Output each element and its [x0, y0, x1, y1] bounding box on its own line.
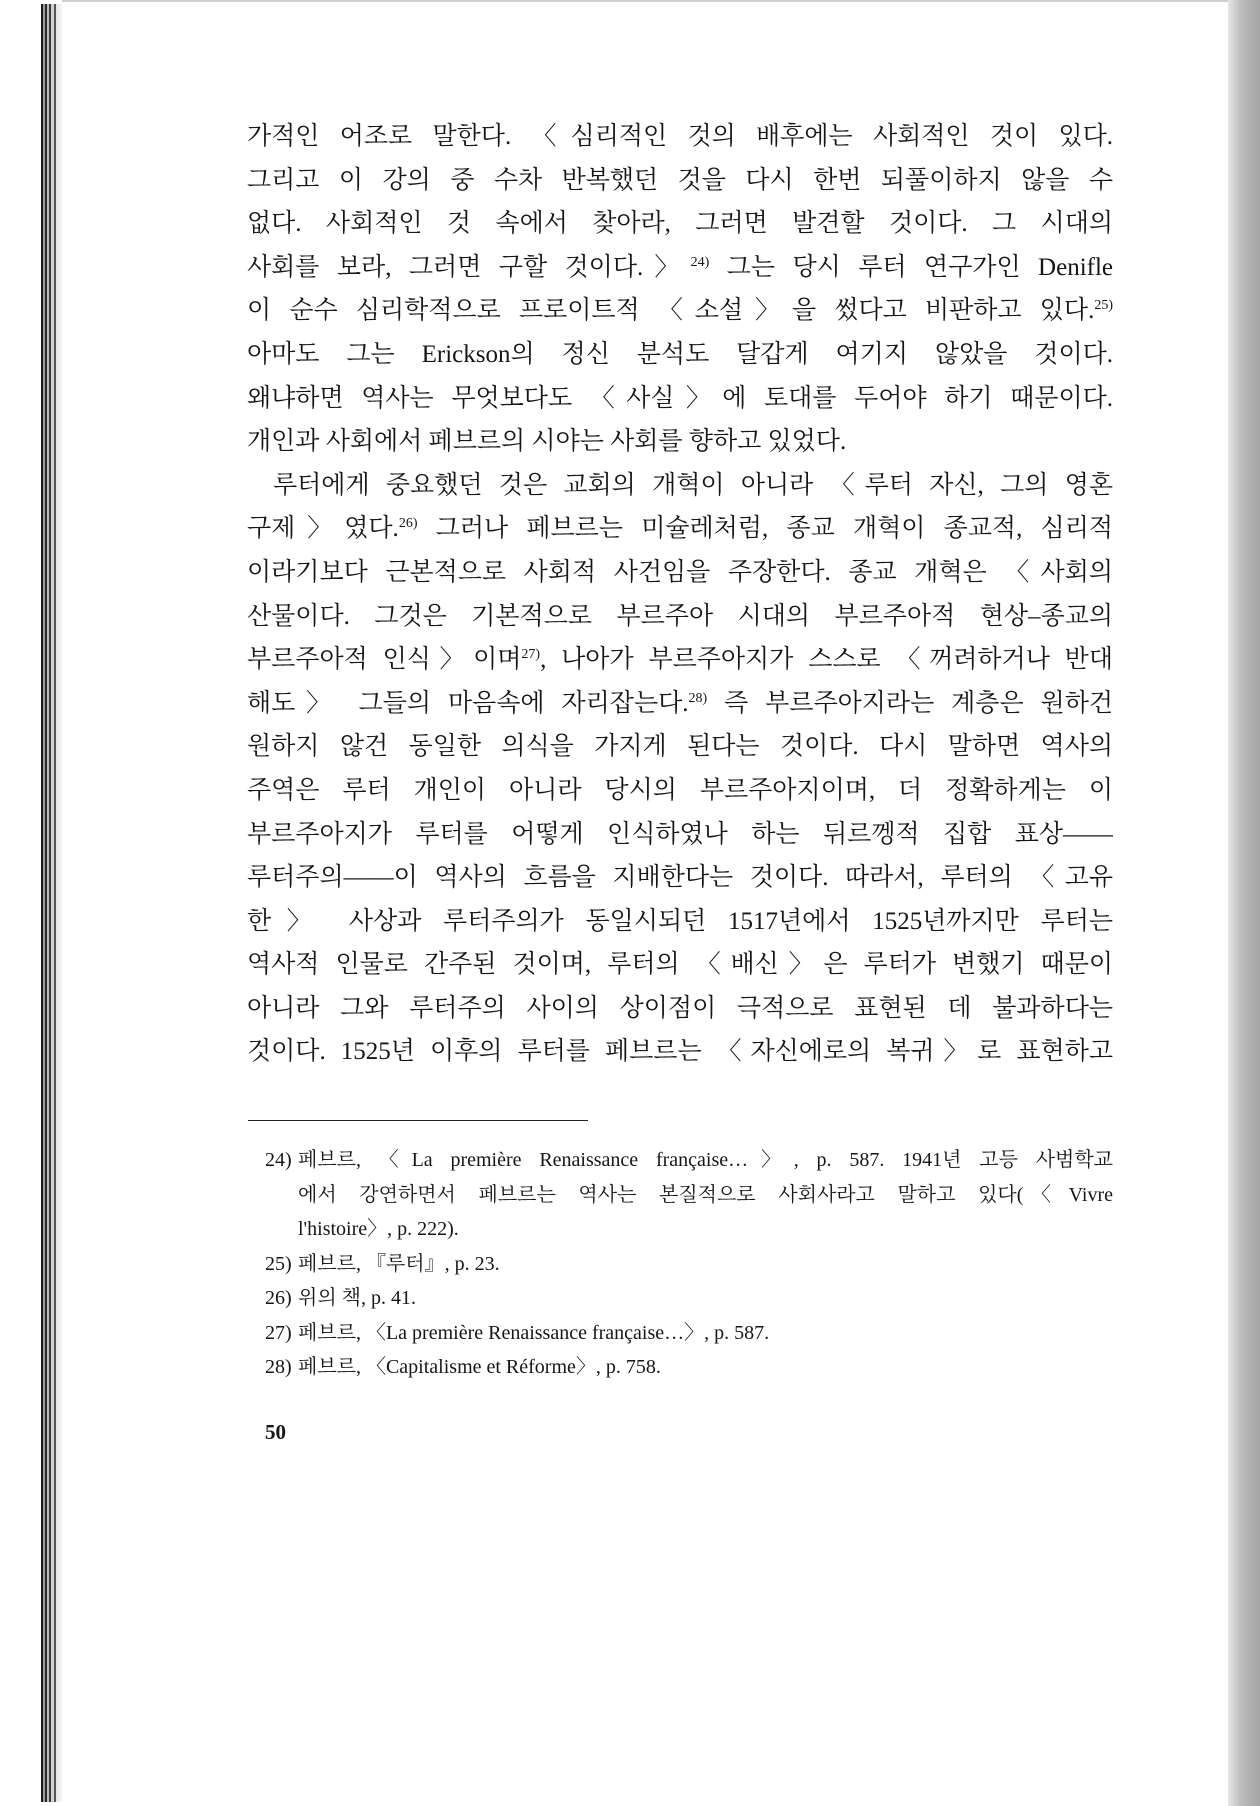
text-line: [247, 246, 1113, 290]
text-line: [247, 813, 1113, 857]
text-line: [247, 900, 1113, 944]
footnote: [265, 1143, 1113, 1247]
text-segment: 주역은 루터 개인이 아니라 당시의 부르주아지이며, 더 정확하게는 이: [247, 776, 1113, 804]
paragraph: [247, 115, 1113, 464]
footnote-line: 페브르, 〈Capitalisme et Réforme〉, p. 758.: [298, 1356, 661, 1378]
text-segment: 가적인 어조로 말한다. 〈심리적인 것의 배후에는 사회적인 것이 있다.: [247, 123, 1113, 150]
text-segment: 산물이다. 그것은 기본적으로 부르주아 시대의 부르주아적 현상–종교의: [247, 602, 1113, 630]
text-line: [247, 987, 1113, 1031]
footnote-body: [298, 1316, 1113, 1351]
text-line: [247, 377, 1113, 421]
text-line: [247, 682, 1113, 726]
page-shadow: [1228, 0, 1260, 1806]
footnotes: [265, 1143, 1113, 1385]
text-line: [247, 943, 1113, 987]
footnote-number: 25): [265, 1252, 292, 1275]
text-line: [247, 638, 1113, 682]
text-segment: 아마도 그는 Erickson의 정신 분석도 달갑게 여기지 않았을 것이다.: [247, 340, 1113, 368]
text-segment: 해도〉 그들의 마음속에 자리잡는다.: [247, 689, 689, 717]
text-line: [247, 420, 1113, 464]
paragraph: [247, 464, 1113, 1074]
text-line: [247, 333, 1113, 377]
text-segment: 이라기보다 근본적으로 사회적 사건임을 주장한다. 종교 개혁은 〈사회의: [247, 558, 1113, 586]
footnote: [265, 1316, 1113, 1351]
text-segment: 부르주아지가 루터를 어떻게 인식하였나 하는 뒤르껭적 집합 표상——: [247, 820, 1113, 848]
footnote-body: [298, 1350, 1113, 1385]
body-text: [247, 115, 1113, 1074]
text-line: [247, 769, 1113, 813]
footnote-number: 24): [265, 1149, 292, 1171]
text-segment: 개인과 사회에서 페브르의 시야는 사회를 향하고 있었다.: [247, 428, 847, 456]
text-segment: 루터주의——이 역사의 흐름을 지배한다는 것이다. 따라서, 루터의 〈고유: [247, 864, 1113, 892]
footnote-line: 페브르, 〈La première Renaissance française…〉, p. 587.: [298, 1321, 770, 1344]
text-segment: 것이다. 1525년 이후의 루터를 페브르는 〈자신에로의 복귀〉로 표현하고: [247, 1038, 1113, 1066]
footnote-body: [298, 1247, 1113, 1282]
text-line: [247, 551, 1113, 595]
text-line: [247, 289, 1113, 333]
text-segment: 원하지 않건 동일한 의식을 가지게 된다는 것이다. 다시 말하면 역사의: [247, 733, 1113, 761]
text-line: [247, 115, 1113, 159]
text-line: [247, 1030, 1113, 1074]
footnote-line: 페브르, 『루터』, p. 23.: [298, 1252, 500, 1275]
text-segment: 없다. 사회적인 것 속에서 찾아라, 그러면 발견할 것이다. 그 시대의: [247, 210, 1113, 238]
text-segment: 사회를 보라, 그러면 구할 것이다.〉: [247, 253, 691, 281]
text-line: [247, 507, 1113, 551]
text-segment: 부르주아적 인식〉이며: [247, 646, 522, 674]
footnote: [265, 1281, 1113, 1316]
text-segment: 그는 당시 루터 연구가인 Denifle: [709, 253, 1113, 281]
text-line: [247, 856, 1113, 900]
text-segment: 이 순수 심리학적으로 프로이트적 〈소설〉을 썼다고 비판하고 있다.: [247, 297, 1095, 325]
footnote: [265, 1350, 1113, 1385]
text-segment: 구제〉였다.: [247, 515, 399, 543]
text-segment: 루터에게 중요했던 것은 교회의 개혁이 아니라 〈루터 자신, 그의 영혼: [273, 471, 1113, 499]
text-segment: 즉 부르주아지라는 계층은 원하건: [707, 689, 1113, 717]
text-segment: 그러나 페브르는 미슐레처럼, 종교 개혁이 종교적, 심리적: [417, 515, 1113, 543]
footnote-reference-marker: 28): [688, 690, 708, 706]
page-edge-stack: [38, 4, 62, 1802]
text-line: [247, 202, 1113, 246]
footnote-reference-marker: 25): [1094, 298, 1113, 314]
text-line: [247, 595, 1113, 639]
text-segment: 그리고 이 강의 중 수차 반복했던 것을 다시 한번 되풀이하지 않을 수: [247, 166, 1113, 194]
footnote-line: 위의 책, p. 41.: [298, 1287, 416, 1309]
text-line: [247, 159, 1113, 203]
footnote-number: 26): [265, 1287, 292, 1309]
text-segment: 아니라 그와 루터주의 사이의 상이점이 극적으로 표현된 데 불과하다는: [247, 994, 1113, 1022]
text-segment: 왜냐하면 역사는 무엇보다도 〈사실〉에 토대를 두어야 하기 때문이다.: [247, 384, 1113, 412]
text-line: [247, 464, 1113, 508]
footnote-separator: [248, 1120, 588, 1121]
footnote-line: l'histoire〉, p. 222).: [298, 1218, 459, 1240]
text-segment: 한〉 사상과 루터주의가 동일시되던 1517년에서 1525년까지만 루터는: [247, 907, 1113, 935]
text-segment: , 나아가 부르주아지가 스스로 〈꺼려하거나 반대: [540, 646, 1113, 674]
footnote-reference-marker: 24): [690, 254, 710, 270]
footnote-line: 페브르, 〈La première Renaissance française…〉, p. 587. 1941년 고등 사범학교: [298, 1149, 1113, 1171]
text-segment: 역사적 인물로 간주된 것이며, 루터의 〈배신〉은 루터가 변했기 때문이: [247, 951, 1113, 979]
text-line: [247, 725, 1113, 769]
footnote-body: [298, 1143, 1113, 1247]
footnote-reference-marker: 27): [521, 647, 541, 663]
footnote: [265, 1247, 1113, 1282]
footnote-number: 28): [265, 1356, 292, 1378]
page-number: 50: [265, 1420, 286, 1444]
footnote-reference-marker: 26): [398, 516, 418, 532]
footnote-body: [298, 1281, 1113, 1316]
footnote-number: 27): [265, 1321, 292, 1344]
footnote-line: 에서 강연하면서 페브르는 역사는 본질적으로 사회사라고 말하고 있다(〈Vivre: [298, 1183, 1113, 1206]
